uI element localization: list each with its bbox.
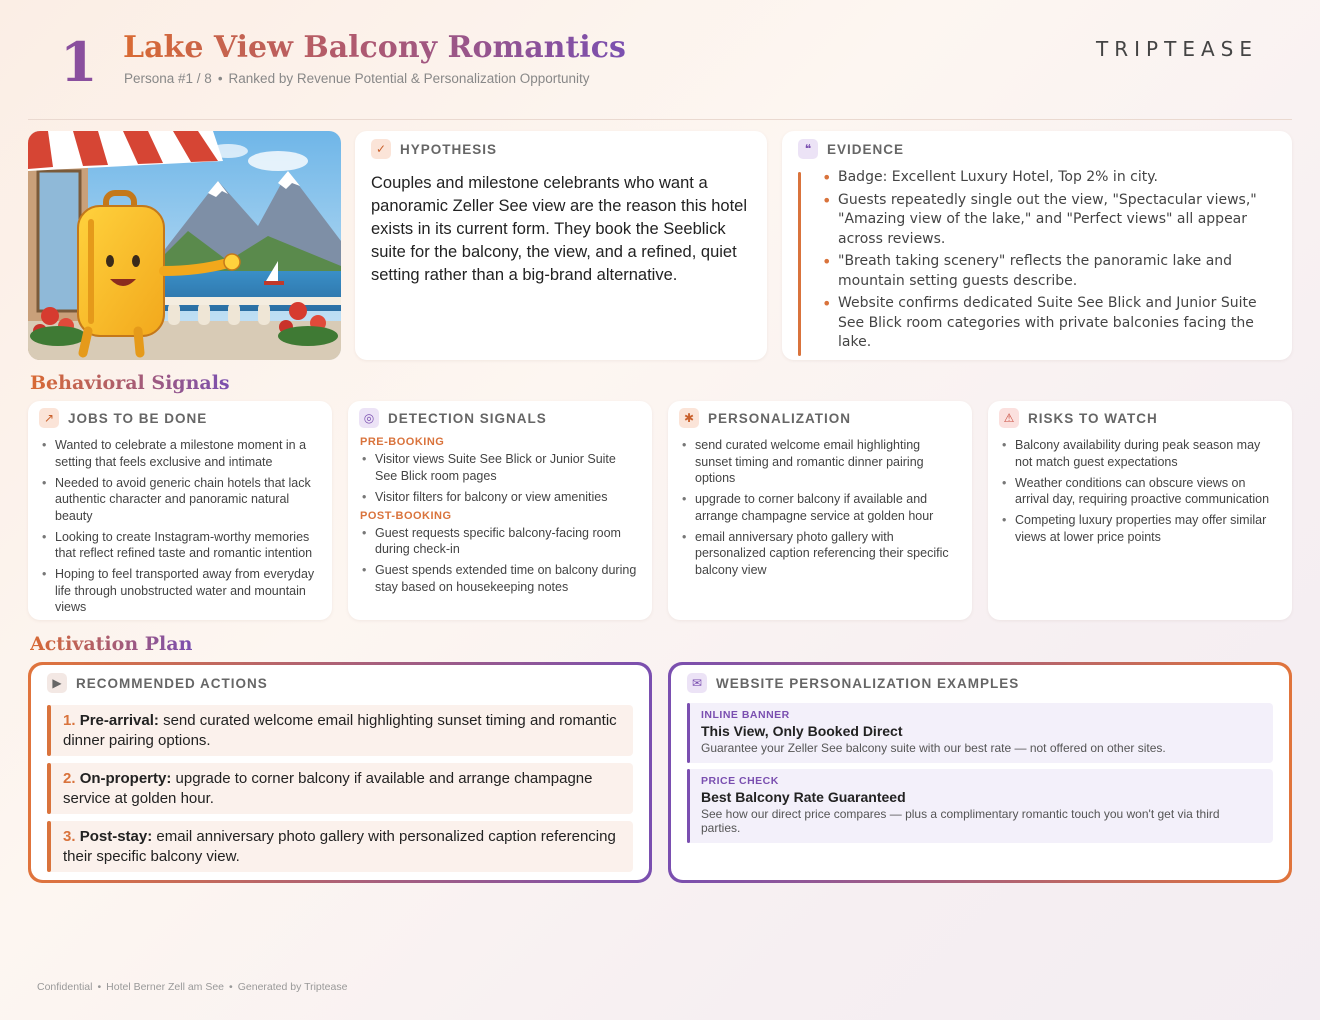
detection-header	[359, 408, 640, 428]
brand-logo: TRIPTEASE	[1096, 37, 1258, 61]
personalization-item: • email anniversary photo gallery with personalized caption referencing their specific balcony view	[680, 529, 960, 579]
risks-item: • Weather conditions can obscure views on arrival day, requiring proactive communication	[1000, 475, 1280, 508]
recommended-actions-label: RECOMMENDED ACTIONS	[76, 675, 268, 691]
pre-booking-item: • Visitor views Suite See Blick or Junior Suite See Blick room pages	[360, 451, 640, 484]
page-footer	[37, 981, 347, 993]
pre-booking-list	[360, 451, 640, 505]
evidence-header	[798, 139, 1276, 159]
jobs-item: • Hoping to feel transported away from everyday life through unobstructed water and mountain views	[40, 566, 320, 616]
behavioral-signals-title: Behavioral Signals	[30, 372, 230, 394]
footer-confidential: Confidential	[37, 981, 93, 993]
evidence-body	[798, 168, 1276, 353]
evidence-list	[822, 168, 1276, 353]
footer-hotel: Hotel Berner Zell am See	[106, 981, 225, 993]
jobs-label: JOBS TO BE DONE	[68, 410, 208, 426]
evidence-item: • Guests repeatedly single out the view, "Spectacular views," "Amazing view of the lake," and "Perfect views" all appear across reviews.	[822, 191, 1276, 250]
play-icon: ▶	[47, 673, 67, 693]
evidence-item: • Badge: Excellent Luxury Hotel, Top 2% in city.	[822, 168, 1276, 188]
example-desc: Guarantee your Zeller See balcony suite with our best rate — not offered on other sites.	[701, 741, 1166, 755]
website-example	[687, 703, 1273, 763]
footer-generated: Generated by Triptease	[237, 981, 348, 993]
personalization-card	[668, 401, 972, 620]
example-tag: PRICE CHECK	[701, 775, 779, 787]
detection-card	[348, 401, 652, 620]
separator-dot: •	[229, 981, 233, 993]
persona-index: Persona #1 / 8	[124, 71, 212, 86]
envelope-icon: ✉	[687, 673, 707, 693]
personalization-label: PERSONALIZATION	[708, 410, 851, 426]
action-text: send curated welcome email highlighting sunset timing and romantic dinner pairing options.	[63, 712, 617, 749]
risks-label: RISKS TO WATCH	[1028, 410, 1158, 426]
post-booking-item: • Guest spends extended time on balcony during stay based on housekeeping notes	[360, 562, 640, 595]
website-examples-header	[687, 673, 1273, 693]
action-number: 1.	[63, 712, 76, 729]
post-booking-label: POST-BOOKING	[360, 509, 452, 522]
jobs-item: • Looking to create Instagram-worthy memories that reflect refined taste and romantic intention	[40, 529, 320, 562]
risks-header	[999, 408, 1280, 428]
jobs-item: • Needed to avoid generic chain hotels that lack authentic character and panoramic natural beauty	[40, 475, 320, 525]
hypothesis-label: HYPOTHESIS	[400, 141, 498, 157]
personalization-item: • send curated welcome email highlighting sunset timing and romantic dinner pairing options	[680, 437, 960, 487]
jobs-header	[39, 408, 320, 428]
action-text: email anniversary photo gallery with personalized caption referencing their specific balcony view.	[63, 828, 616, 865]
check-icon: ✓	[371, 139, 391, 159]
jobs-item: • Wanted to celebrate a milestone moment in a setting that feels exclusive and intimate	[40, 437, 320, 470]
personalization-list	[680, 437, 960, 578]
page-title: Lake View Balcony Romantics	[123, 28, 626, 68]
example-tag: INLINE BANNER	[701, 709, 790, 721]
action-item	[47, 821, 633, 872]
detection-label: DETECTION SIGNALS	[388, 410, 547, 426]
action-key: Post-stay:	[79, 828, 153, 845]
post-booking-list	[360, 525, 640, 596]
suitcase-mascot-lake-illustration	[28, 131, 341, 360]
quote-icon: ❝	[798, 139, 818, 159]
example-desc: See how our direct price compares — plus a complimentary romantic touch you won't get via third parties.	[701, 807, 1220, 835]
jobs-card	[28, 401, 332, 620]
website-examples-card	[668, 662, 1292, 883]
pre-booking-item: • Visitor filters for balcony or view amenities	[360, 489, 640, 506]
jobs-list	[40, 437, 320, 616]
hypothesis-header	[371, 139, 751, 159]
sparkle-icon: ✱	[679, 408, 699, 428]
action-key: On-property:	[79, 770, 172, 787]
example-title: Best Balcony Rate Guaranteed	[701, 789, 906, 805]
evidence-card	[782, 131, 1292, 360]
action-number: 3.	[63, 828, 76, 845]
separator-dot: •	[217, 71, 223, 86]
recommended-actions-inner	[31, 665, 649, 880]
ranking-text: Ranked by Revenue Potential & Personalization Opportunity	[228, 71, 590, 86]
risks-list	[1000, 437, 1280, 545]
page-subtitle	[124, 71, 590, 86]
personalization-item: • upgrade to corner balcony if available and arrange champagne service at golden hour	[680, 491, 960, 524]
hypothesis-text: Couples and milestone celebrants who want a panoramic Zeller See view are the reason this hotel exists in its current form. They book the Seeblick suite for the balcony, the view, and a refined, quiet setting rather than a big-brand alternative.	[371, 174, 748, 284]
separator-dot: •	[97, 981, 102, 993]
action-item	[47, 705, 633, 756]
action-text: upgrade to corner balcony if available and arrange champagne service at golden hour.	[63, 770, 593, 807]
website-example	[687, 769, 1273, 843]
persona-number: 1	[60, 30, 98, 94]
activation-plan-title: Activation Plan	[30, 633, 193, 655]
evidence-label: EVIDENCE	[827, 141, 905, 157]
header-divider	[28, 119, 1292, 120]
target-icon: ◎	[359, 408, 379, 428]
page-header	[0, 0, 1320, 120]
risks-item: • Balcony availability during peak season may not match guest expectations	[1000, 437, 1280, 470]
hypothesis-card	[355, 131, 767, 360]
action-item	[47, 763, 633, 814]
post-booking-item: • Guest requests specific balcony-facing room during check-in	[360, 525, 640, 558]
recommended-actions-card	[28, 662, 652, 883]
action-key: Pre-arrival:	[79, 712, 159, 729]
evidence-item: • Website confirms dedicated Suite See Blick and Junior Suite See Blick room categories with private balconies facing the lake.	[822, 294, 1276, 353]
risks-card	[988, 401, 1292, 620]
personalization-header	[679, 408, 960, 428]
action-number: 2.	[63, 770, 76, 787]
evidence-item: • "Breath taking scenery" reflects the panoramic lake and mountain setting guests describe.	[822, 252, 1276, 291]
risks-item: • Competing luxury properties may offer similar views at lower price points	[1000, 512, 1280, 545]
website-examples-inner	[671, 665, 1289, 880]
arrow-up-right-icon: ↗	[39, 408, 59, 428]
pre-booking-label: PRE-BOOKING	[360, 436, 445, 448]
example-title: This View, Only Booked Direct	[701, 723, 903, 739]
hero-illustration	[28, 131, 341, 360]
recommended-actions-header	[47, 673, 633, 693]
warning-icon: ⚠	[999, 408, 1019, 428]
website-examples-label: WEBSITE PERSONALIZATION EXAMPLES	[716, 675, 1020, 691]
